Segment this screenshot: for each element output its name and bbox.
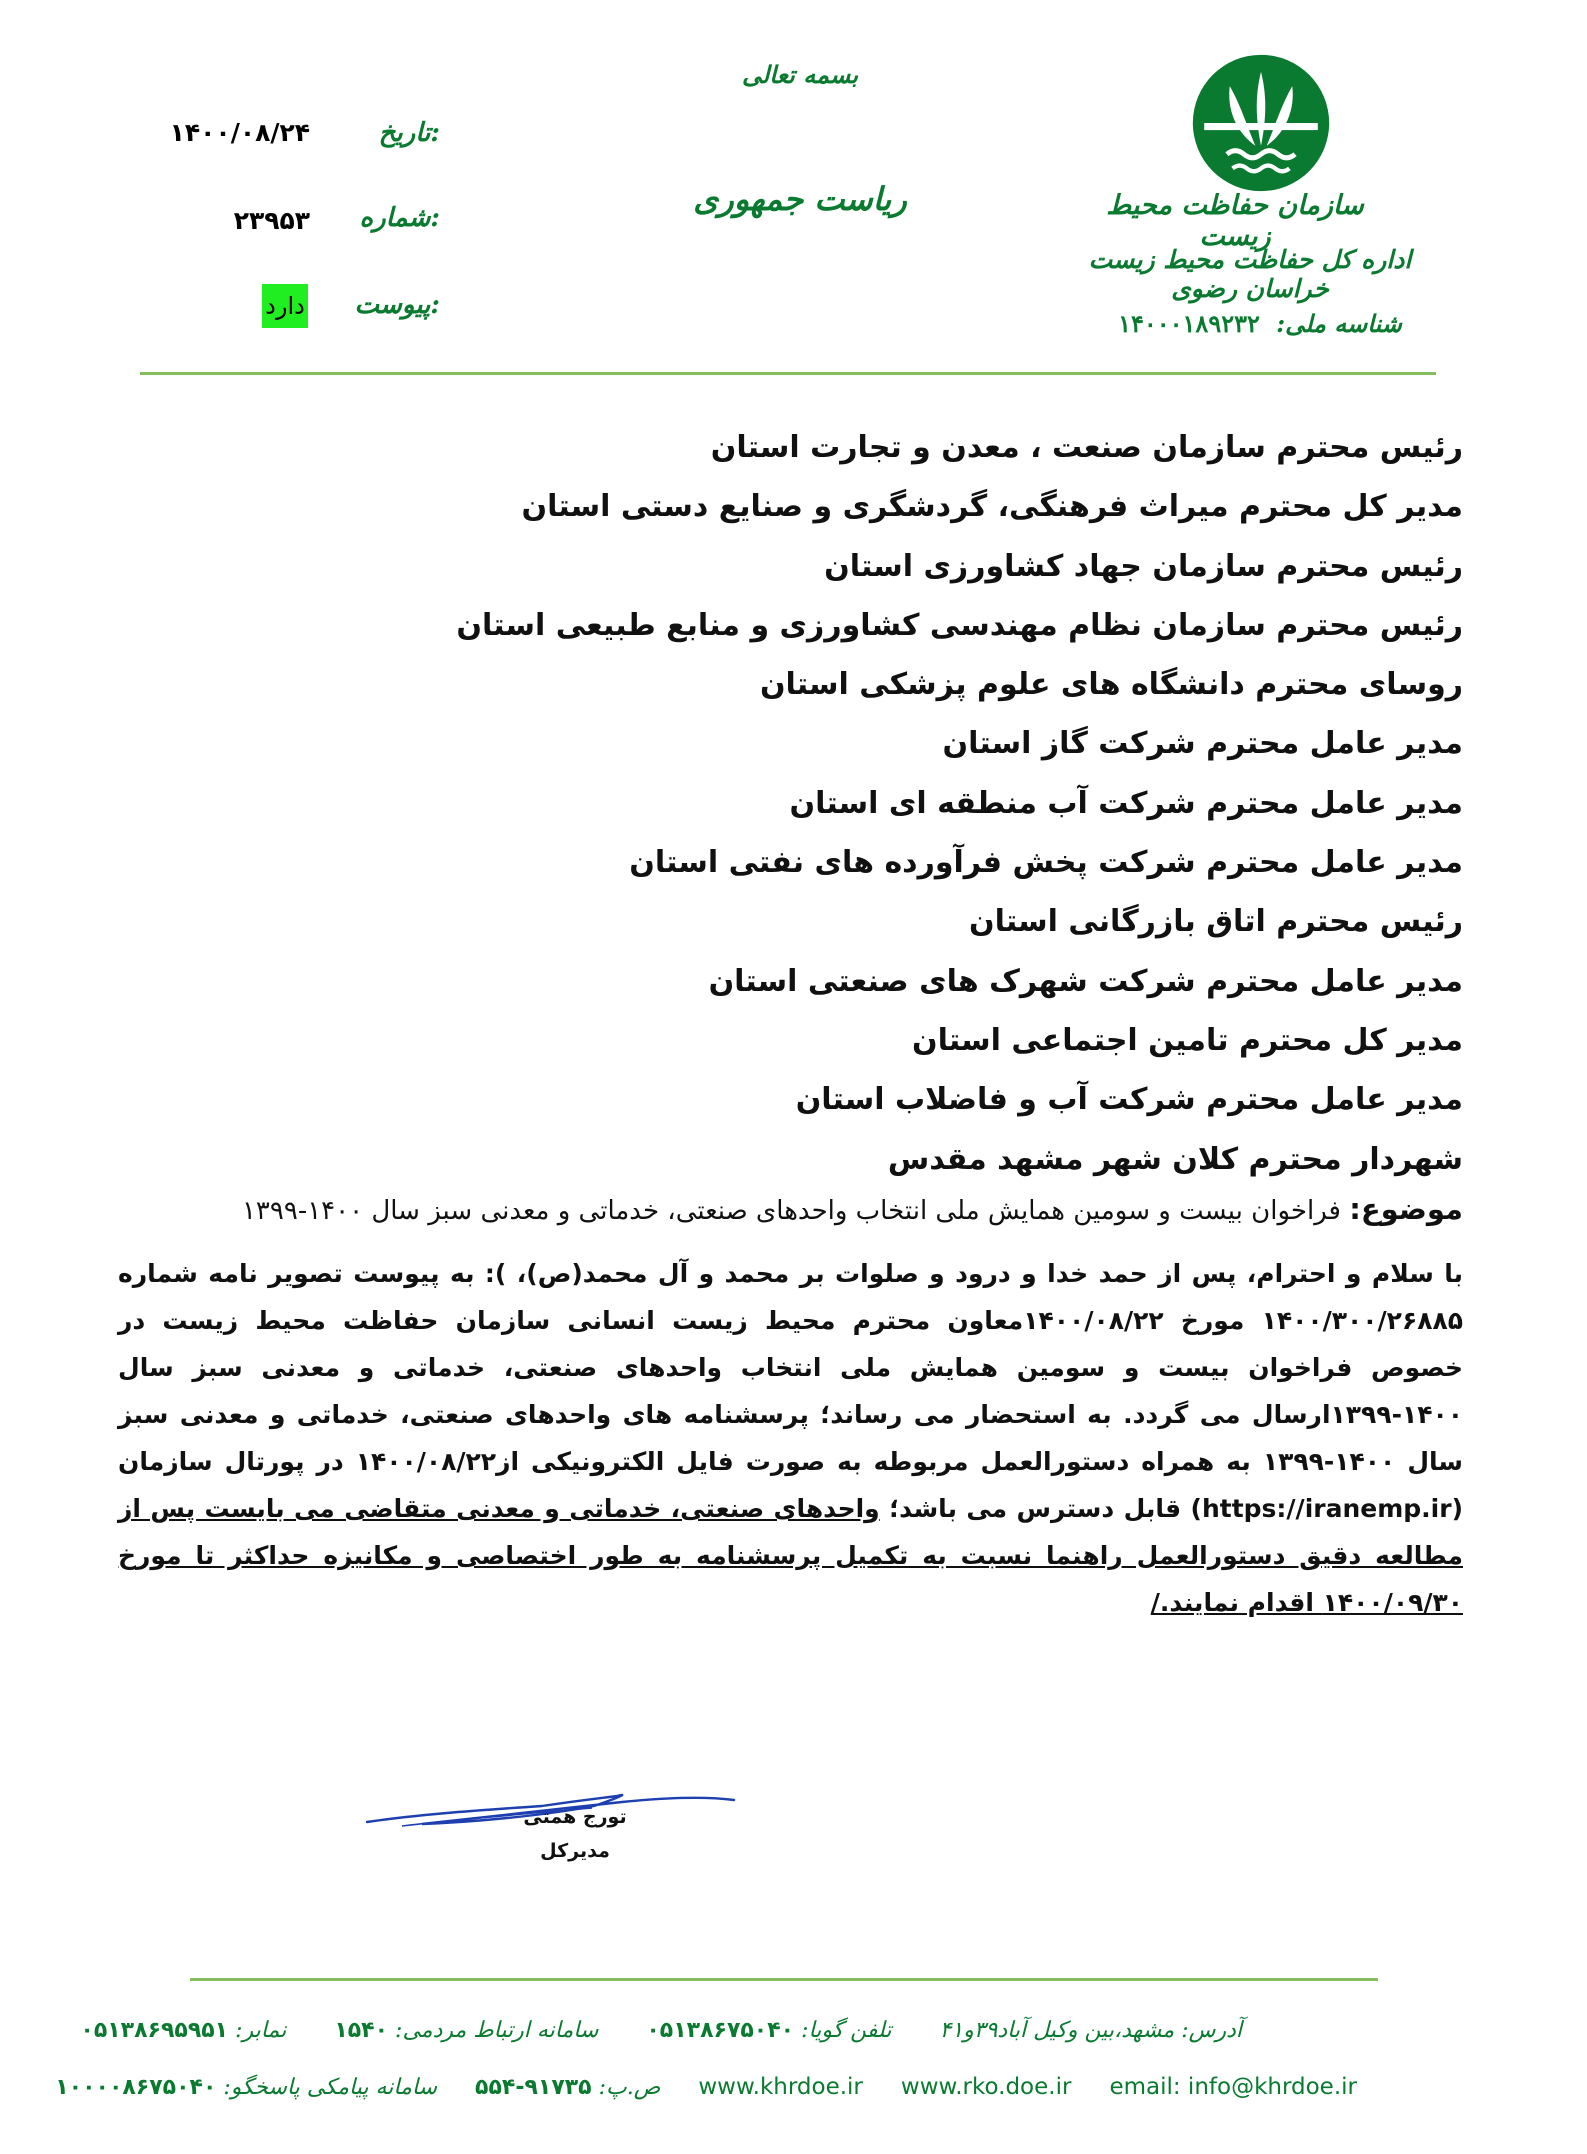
recipient-line: رئیس محترم اتاق بازرگانی استان: [969, 904, 1463, 940]
national-id: [1110, 309, 1410, 338]
recipient-line: رئیس محترم سازمان صنعت ، معدن و تجارت استان: [710, 430, 1463, 465]
presidency-title: ریاست جمهوری: [693, 180, 907, 218]
recipient-line: مدیر عامل محترم شرکت آب و فاضلاب استان: [795, 1082, 1463, 1118]
recipient-line: رئیس محترم سازمان جهاد کشاورزی استان: [824, 548, 1463, 584]
attachment-label: پیوست:: [354, 290, 440, 320]
signatory-name: تورج همتی: [523, 1806, 627, 1828]
department-name: اداره کل حفاظت محیط زیست خراسان رضوی: [1088, 245, 1412, 303]
website-link[interactable]: www.khrdoe.ir: [698, 2074, 863, 2100]
national-id-value: ۱۴۰۰۰۱۸۹۲۳۲: [1118, 309, 1260, 338]
subject-line: [123, 1192, 1463, 1226]
body-part-1: با سلام و احترام، پس از حمد خدا و درود و صلوات بر محمد و آل محمد(ص)، ): به پیوست تصویر نامه شماره ۱۴۰۰/۳۰۰/۲۶۸۸۵ مورخ ۱۴۰۰/۰۸/۲۲معاون محترم محیط زیست انسانی سازمان حفاظت محیط زیست در خصوص فراخوان بیست و سومین همایش ملی انتخاب واحدهای صنعتی، خدماتی و معدنی سبز سال ۱۴۰۰-۱۳۹۹ارسال می گردد. به استحضار می رساند؛ پرسشنامه های واحدهای صنعتی، خدماتی و معدنی سبز سال ۱۴۰۰-۱۳۹۹ به همراه دستورالعمل مربوطه به صورت فایل الکترونیکی از۱۴۰۰/۰۸/۲۲ در پورتال سازمان (https://iranemp.ir) قابل دسترس می باشد؛: [118, 1259, 1463, 1523]
date-label: تاریخ:: [378, 118, 440, 148]
signatory-title: مدیرکل: [540, 1840, 610, 1862]
subject-text: فراخوان بیست و سومین همایش ملی انتخاب واحدهای صنعتی، خدماتی و معدنی سبز سال ۱۴۰۰-۱۳۹۹: [241, 1196, 1341, 1226]
email-link[interactable]: email: info@khrdoe.ir: [1109, 2074, 1357, 2100]
recipient-line: رئیس محترم سازمان نظام مهندسی کشاورزی و منابع طبیعی استان: [456, 607, 1463, 643]
number-value: ۲۳۹۵۳: [233, 206, 310, 235]
sms-value: ۱۰۰۰۰۸۶۷۵۰۴۰: [55, 2075, 217, 2100]
recipient-line: مدیر کل محترم میراث فرهنگی، گردشگری و صنایع دستی استان: [521, 489, 1463, 525]
attachment-value: دارد: [262, 284, 308, 328]
address-value: مشهد،بین وکیل آباد۳۹و۴۱: [939, 2018, 1175, 2043]
recipient-line: مدیر کل محترم تامین اجتماعی استان: [912, 1022, 1463, 1058]
fax-value: ۰۵۱۳۸۶۹۵۹۵۱: [80, 2018, 229, 2043]
environment-organization-logo: [1190, 52, 1332, 194]
fax-label: نمابر:: [235, 2018, 287, 2043]
subject-label: موضوع:: [1349, 1192, 1463, 1226]
body-part-2-underlined: واحدهای صنعتی، خدماتی و معدنی متقاضی می بایست پس از مطالعه دقیق دستورالعمل راهنما نسبت به تکمیل پرسشنامه به طور اختصاصی و مکانیزه حداکثر تا مورخ ۱۴۰۰/۰۹/۳۰ اقدام نمایند./: [118, 1494, 1463, 1617]
website-link[interactable]: www.rko.doe.ir: [900, 2074, 1072, 2100]
address-label: آدرس:: [1181, 2018, 1242, 2043]
recipient-line: روسای محترم دانشگاه های علوم پزشکی استان: [759, 667, 1463, 703]
recipient-line: مدیر عامل محترم شرکت پخش فرآورده های نفتی استان: [629, 845, 1463, 881]
recipient-line: مدیر عامل محترم شرکت آب منطقه ای استان: [789, 785, 1463, 821]
pobox-label: ص.پ:: [598, 2075, 661, 2100]
header-divider: [140, 372, 1436, 375]
national-id-label: شناسه ملی:: [1276, 309, 1402, 338]
letter-body: [118, 1250, 1463, 1626]
organization-name: سازمان حفاظت محیط زیست: [1106, 190, 1364, 252]
pobox-value: ۹۱۷۳۵-۵۵۴: [475, 2075, 592, 2100]
recipient-list: [363, 418, 1463, 1189]
recipient-line: مدیر عامل محترم شرکت گاز استان: [942, 726, 1463, 762]
footer-web-line: [55, 2074, 1357, 2100]
bismillah: بسمه تعالی: [741, 60, 859, 89]
phone-value: ۰۵۱۳۸۶۷۵۰۴۰: [646, 2018, 795, 2043]
number-label: شماره:: [359, 203, 440, 233]
footer-contact-line: [80, 2018, 1242, 2043]
sms-label: سامانه پیامکی پاسخگو:: [223, 2075, 438, 2100]
public-line-label: سامانه ارتباط مردمی:: [395, 2018, 599, 2043]
date-value: ۱۴۰۰/۰۸/۲۴: [169, 118, 310, 147]
recipient-line: شهردار محترم کلان شهر مشهد مقدس: [887, 1141, 1463, 1177]
footer-divider: [190, 1978, 1378, 1981]
recipient-line: مدیر عامل محترم شرکت شهرک های صنعتی استان: [708, 963, 1463, 999]
phone-label: تلفن گویا:: [801, 2018, 892, 2043]
public-line-value: ۱۵۴۰: [334, 2018, 389, 2043]
